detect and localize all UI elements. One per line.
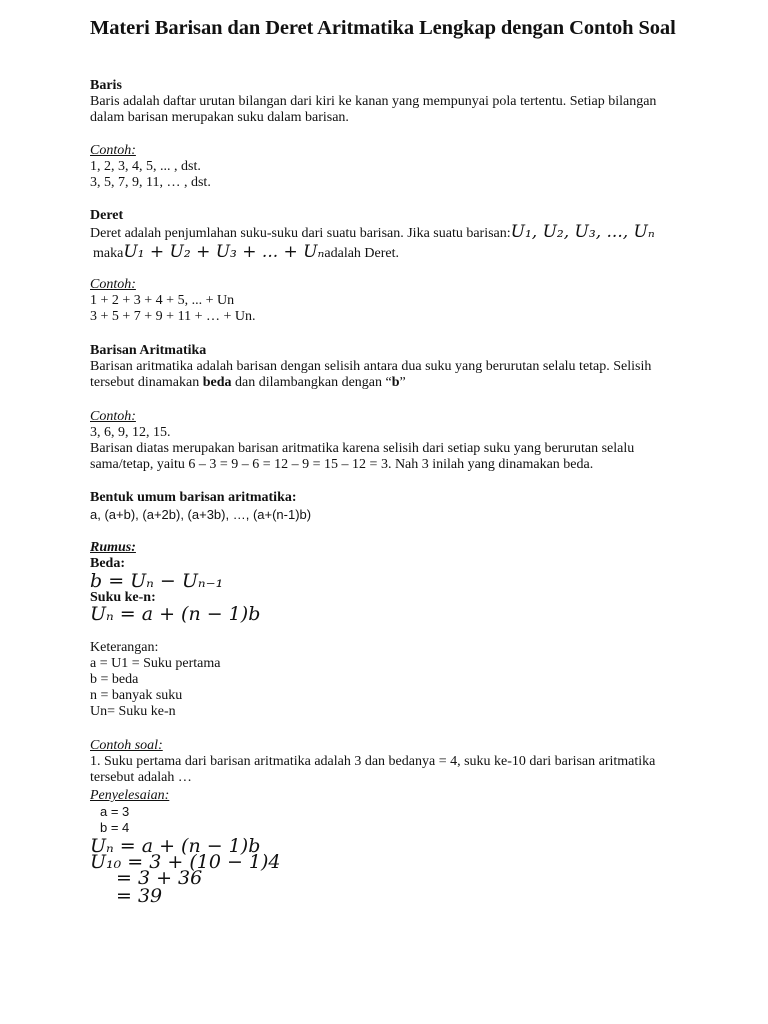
beda-symbol: b	[391, 375, 400, 390]
penyelesaian-label: Penyelesaian:	[90, 788, 170, 803]
contoh-soal-label: Contoh soal:	[90, 738, 163, 753]
solution-step-4: = 39	[116, 885, 163, 907]
baris-contoh-label: Contoh:	[90, 143, 136, 158]
deret-heading: Deret	[90, 208, 124, 223]
barisan-aritmatika-contoh-label: Contoh:	[90, 409, 136, 424]
beda-label: Beda:	[90, 556, 125, 571]
given-b: b = 4	[100, 820, 130, 835]
deret-sequence-formula: U₁, U₂, U₃, ..., Uₙ	[510, 222, 655, 242]
deret-series-formula: U₁ + U₂ + U₃ + ... + Uₙ	[123, 242, 325, 262]
barisan-aritmatika-example-3: sama/tetap, yaitu 6 – 3 = 9 – 6 = 12 – 9 = 15 – 12 = 3. Nah 3 inilah yang dinamakan beda.	[90, 457, 594, 472]
barisan-aritmatika-example-1: 3, 6, 9, 12, 15.	[90, 425, 171, 440]
keterangan-item: Un= Suku ke-n	[90, 704, 176, 719]
beda-symbol-intro: dan dilambangkan dengan “	[231, 375, 392, 390]
deret-contoh-label: Contoh:	[90, 277, 136, 292]
baris-example-2: 3, 5, 7, 9, 11, … , dst.	[90, 175, 211, 190]
keterangan-item: n = banyak suku	[90, 688, 183, 703]
given-a: a = 3	[100, 804, 130, 819]
bentuk-umum-formula: a, (a+b), (a+2b), (a+3b), …, (a+(n-1)b)	[90, 507, 312, 522]
baris-example-1: 1, 2, 3, 4, 5, ... , dst.	[90, 159, 201, 174]
barisan-aritmatika-line-1: Barisan aritmatika adalah barisan dengan selisih antara dua suku yang berurutan selalu tetap. Selisih	[90, 359, 652, 374]
bentuk-umum-heading: Bentuk umum barisan aritmatika:	[90, 490, 297, 505]
deret-example-2: 3 + 5 + 7 + 9 + 11 + … + Un.	[90, 309, 256, 324]
suku-ke-n-label: Suku ke-n:	[90, 590, 156, 605]
contoh-soal-question-line-1: 1. Suku pertama dari barisan aritmatika adalah 3 dan bedanya = 4, suku ke-10 dari barisan aritmatika	[90, 754, 656, 769]
barisan-aritmatika-example-2: Barisan diatas merupakan barisan aritmatika karena selisih dari setiap suku yang berurutan selalu	[90, 441, 635, 456]
deret-maka-text: maka	[93, 246, 124, 261]
baris-paragraph-line-1: Baris adalah daftar urutan bilangan dari kiri ke kanan yang mempunyai pola tertentu. Setiap bilangan	[90, 94, 657, 109]
barisan-aritmatika-heading: Barisan Aritmatika	[90, 343, 207, 358]
beda-intro-text: tersebut dinamakan	[90, 375, 203, 390]
closing-quote: ”	[399, 375, 406, 390]
beda-formula: b = Uₙ − Uₙ₋₁	[90, 570, 224, 592]
suku-ke-n-formula: Uₙ = a + (n − 1)b	[90, 603, 261, 625]
solution-step-2: U₁₀ = 3 + (10 − 1)4	[90, 851, 281, 873]
keterangan-item: b = beda	[90, 672, 139, 687]
keterangan-heading: Keterangan:	[90, 640, 159, 655]
deret-paragraph-line-2	[93, 244, 399, 262]
beda-term: beda	[202, 375, 232, 390]
solution-step-1: Uₙ = a + (n − 1)b	[90, 835, 261, 857]
contoh-soal-question-line-2: tersebut adalah …	[90, 770, 192, 785]
baris-paragraph-line-2: dalam barisan merupakan suku dalam barisan.	[90, 110, 349, 125]
baris-heading: Baris	[90, 78, 122, 93]
rumus-label: Rumus:	[90, 540, 136, 555]
deret-adalah-text: adalah Deret.	[324, 246, 400, 261]
deret-paragraph-line-1	[90, 224, 655, 242]
keterangan-item: a = U1 = Suku pertama	[90, 656, 221, 671]
deret-paragraph-text: Deret adalah penjumlahan suku-suku dari suatu barisan. Jika suatu barisan:	[90, 226, 511, 241]
document-title: Materi Barisan dan Deret Aritmatika Lengkap dengan Contoh Soal	[90, 17, 676, 39]
solution-step-3: = 3 + 36	[116, 867, 203, 889]
barisan-aritmatika-line-2	[90, 375, 406, 391]
deret-example-1: 1 + 2 + 3 + 4 + 5, ... + Un	[90, 293, 235, 308]
